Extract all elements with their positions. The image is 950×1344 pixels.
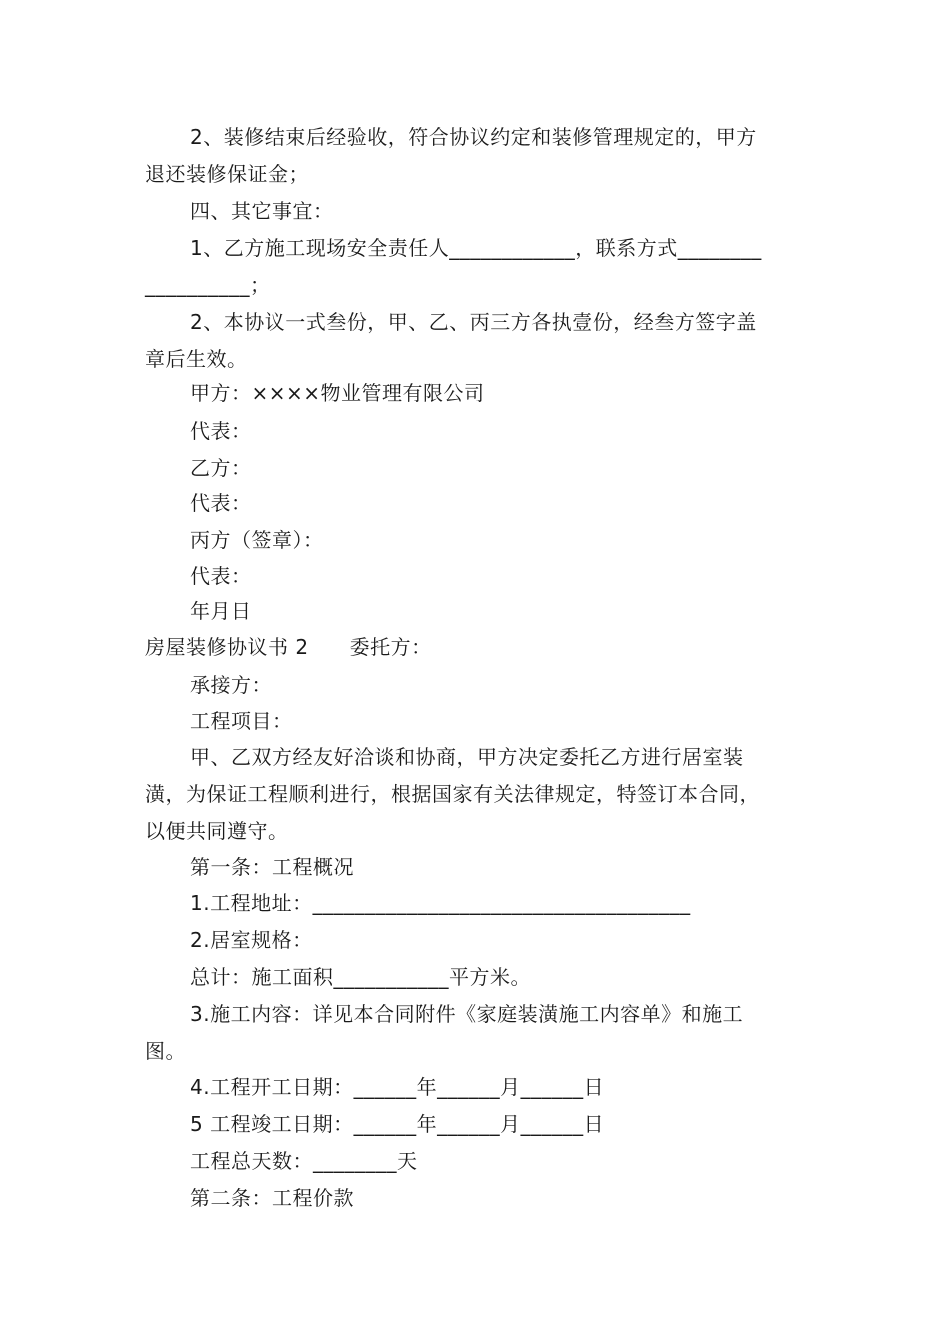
form-field-line: 1.工程地址：____________________________________ xyxy=(190,891,691,915)
document-title: 房屋装修协议书 2 委托方： xyxy=(145,635,432,659)
paragraph-line: 图。 xyxy=(145,1039,186,1063)
form-field-line: 5 工程竣工日期：______年______月______日 xyxy=(190,1112,605,1136)
paragraph-line: 工程项目： xyxy=(190,709,293,733)
section-heading: 四、其它事宜： xyxy=(190,199,334,223)
paragraph-line: 退还装修保证金； xyxy=(145,162,309,186)
paragraph-line: __________； xyxy=(145,273,271,297)
form-field-line: 2.居室规格： xyxy=(190,928,313,952)
paragraph-line: 1、乙方施工现场安全责任人____________，联系方式________ xyxy=(190,236,762,260)
paragraph-line: 章后生效。 xyxy=(145,347,248,371)
form-field-line: 工程总天数：________天 xyxy=(190,1149,418,1173)
paragraph-line: 2、装修结束后经验收，符合协议约定和装修管理规定的，甲方 xyxy=(190,125,757,149)
paragraph-line: 甲、乙双方经友好洽谈和协商，甲方决定委托乙方进行居室装 xyxy=(190,745,744,769)
signature-line: 甲方：××××物业管理有限公司 xyxy=(190,381,485,405)
signature-line: 乙方： xyxy=(190,456,252,480)
signature-line: 丙方（签章）： xyxy=(190,528,324,552)
signature-line: 代表： xyxy=(190,419,252,443)
paragraph-line: 承接方： xyxy=(190,673,272,697)
paragraph-line: 以便共同遵守。 xyxy=(145,819,289,843)
paragraph-line: 3.施工内容：详见本合同附件《家庭装潢施工内容单》和施工 xyxy=(190,1002,744,1026)
paragraph-line: 2、本协议一式叁份，甲、乙、丙三方各执壹份，经叁方签字盖 xyxy=(190,310,757,334)
signature-line: 代表： xyxy=(190,491,252,515)
form-field-line: 总计：施工面积___________平方米。 xyxy=(190,965,531,989)
form-field-line: 4.工程开工日期：______年______月______日 xyxy=(190,1075,605,1099)
signature-line: 代表： xyxy=(190,564,252,588)
date-line: 年月日 xyxy=(190,599,252,623)
section-heading: 第一条：工程概况 xyxy=(190,855,354,879)
section-heading: 第二条：工程价款 xyxy=(190,1186,354,1210)
paragraph-line: 潢，为保证工程顺利进行，根据国家有关法律规定，特签订本合同， xyxy=(145,782,760,806)
